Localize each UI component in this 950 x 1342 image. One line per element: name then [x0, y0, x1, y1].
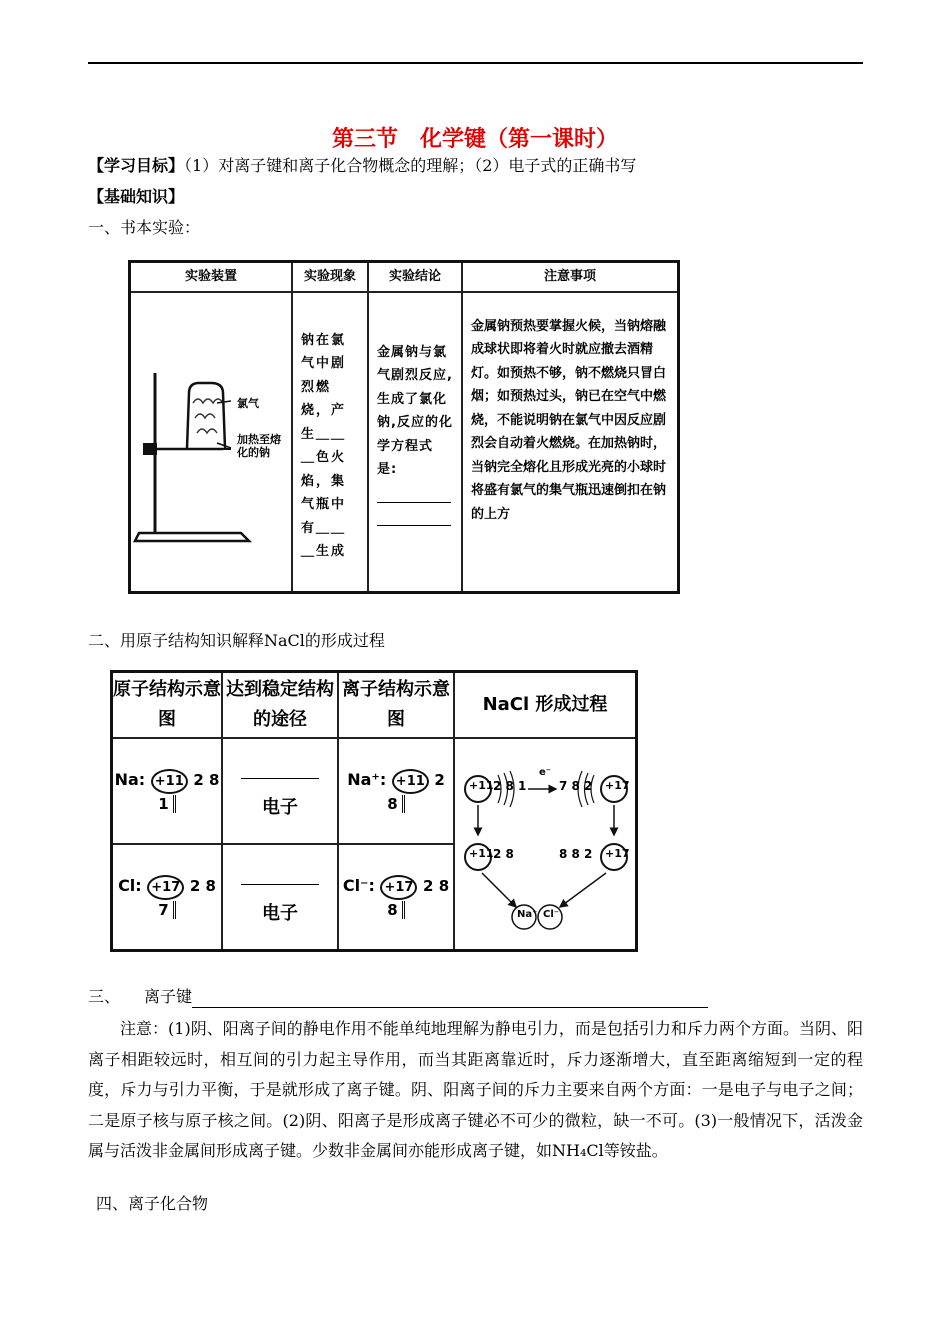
- na-path-blank[interactable]: [241, 770, 319, 779]
- process-cl-ion-nucleus: +17: [605, 847, 630, 860]
- process-na-nucleus: +11: [469, 779, 494, 792]
- process-electron: e⁻: [539, 767, 552, 778]
- apparatus-cell: [130, 292, 293, 593]
- process-cl-nucleus: +17: [605, 779, 630, 792]
- section3-line: [88, 986, 708, 1008]
- process-na-shells: 2 8 1: [493, 779, 527, 793]
- process-cl-shells: 7 8 2: [559, 779, 593, 793]
- label-molten-sodium: 加热至熔化的钠: [237, 432, 281, 459]
- cl-atom-cell: [112, 844, 223, 950]
- cl-path-blank[interactable]: [241, 876, 319, 885]
- header-notes: 注意事项: [462, 262, 679, 292]
- process-cl-ion-label: Cl⁻: [543, 909, 560, 920]
- objectives-label: 【学习目标】: [88, 156, 185, 175]
- cl-path-cell: [222, 844, 338, 950]
- page-title: 第三节 化学键（第一课时）: [331, 127, 618, 152]
- cl-ion-symbol: Cl⁻:: [342, 876, 375, 896]
- process-na-ion-nucleus: +11: [469, 847, 494, 860]
- section2-heading: 二、用原子结构知识解释NaCl的形成过程: [88, 631, 385, 650]
- cl-shells: 2 8 7: [158, 877, 216, 920]
- header-ion-structure: 离子结构示意图: [338, 672, 454, 739]
- equation-blank-1[interactable]: [377, 490, 451, 503]
- notes-cell: 金属钠预热要掌握火候，当钠熔融成球状即将着火时就应撤去酒精灯。如预热不够，钠不燃烧只冒白烟；如预热过头，钠已在空气中燃烧，不能说明钠在氯气中因反应剧烈会自动着火燃烧。在加热钠时，当钠完全熔化且形成光亮的小球时将盛有氯气的集气瓶迅速倒扣在钠的上方: [462, 292, 679, 593]
- process-na-ion-shells: 2 8: [493, 847, 514, 861]
- na-ion-cell: [338, 738, 454, 844]
- process-cl-ion-shells: 8 8 2: [559, 847, 593, 861]
- header-atom-structure: 原子结构示意图: [112, 672, 223, 739]
- na-symbol: Na:: [114, 770, 146, 790]
- note-paragraph: 注意：(1)阴、阳离子间的静电作用不能单纯地理解为静电引力，而是包括引力和斥力两个方面。当阴、阳离子相距较远时，相互间的引力起主导作用，而当其距离靠近时，斥力逐渐增大，直至距离缩短到一定的程度，斥力与引力平衡，于是就形成了离子键。阴、阳离子间的斥力主要来自两个方面：一是电子与电子之间；二是原子核与原子核之间。(2)阴、阳离子是形成离子键必不可少的微粒，缺一不可。(3)一般情况下，活泼金属与活泼非金属间形成离子键。少数非金属间亦能形成离子键，如NH₄Cl等铵盐。: [88, 1019, 863, 1160]
- header-phenomenon: 实验现象: [292, 262, 368, 292]
- section1-heading: 一、书本实验：: [88, 218, 201, 237]
- header-apparatus: 实验装置: [130, 262, 293, 292]
- na-nucleus: +11: [151, 769, 188, 794]
- na-ion-symbol: Na⁺:: [347, 770, 387, 790]
- cl-ion-shells: 2 8 8: [387, 877, 450, 920]
- cl-path-text: 电子: [262, 902, 298, 924]
- section4-heading: 四、离子化合物: [96, 1194, 209, 1213]
- label-chlorine: 氯气: [237, 396, 259, 410]
- cl-symbol: Cl:: [118, 876, 142, 896]
- na-path-text: 电子: [262, 796, 298, 818]
- objectives-line: [88, 155, 636, 177]
- process-na-ion-label: Na⁺: [517, 909, 538, 920]
- basics-label: 【基础知识】: [88, 187, 185, 206]
- cl-ion-cell: [338, 844, 454, 950]
- na-ion-nucleus: +11: [392, 769, 429, 794]
- nacl-formation-table: [110, 670, 638, 952]
- header-stable-path: 达到稳定结构的途径: [222, 672, 338, 739]
- conclusion-cell: [368, 292, 462, 593]
- section3-heading: 三、 离子键: [88, 987, 193, 1006]
- formation-process-cell: [454, 738, 637, 951]
- conclusion-text: 金属钠与氯气剧烈反应,生成了氯化钠,反应的化学方程式是:: [377, 344, 453, 477]
- ionic-bond-blank[interactable]: [192, 993, 708, 1008]
- na-atom-cell: [112, 738, 223, 844]
- na-shells: 2 8 1: [158, 771, 220, 814]
- phenomenon-cell: 钠在氯气中剧烈燃烧，产生＿＿＿色火焰，集气瓶中有＿＿＿生成: [292, 292, 368, 593]
- experiment-table: [128, 260, 680, 594]
- na-path-cell: [222, 738, 338, 844]
- na-ion-shells: 2 8: [387, 771, 445, 814]
- cl-ion-nucleus: +17: [380, 875, 417, 900]
- cl-nucleus: +17: [147, 875, 184, 900]
- header-rule: [88, 62, 863, 64]
- header-conclusion: 实验结论: [368, 262, 462, 292]
- objectives-text: （1）对离子键和离子化合物概念的理解；（2）电子式的正确书写: [184, 156, 637, 175]
- header-formation-process: NaCl 形成过程: [454, 672, 637, 739]
- equation-blank-2[interactable]: [377, 513, 451, 526]
